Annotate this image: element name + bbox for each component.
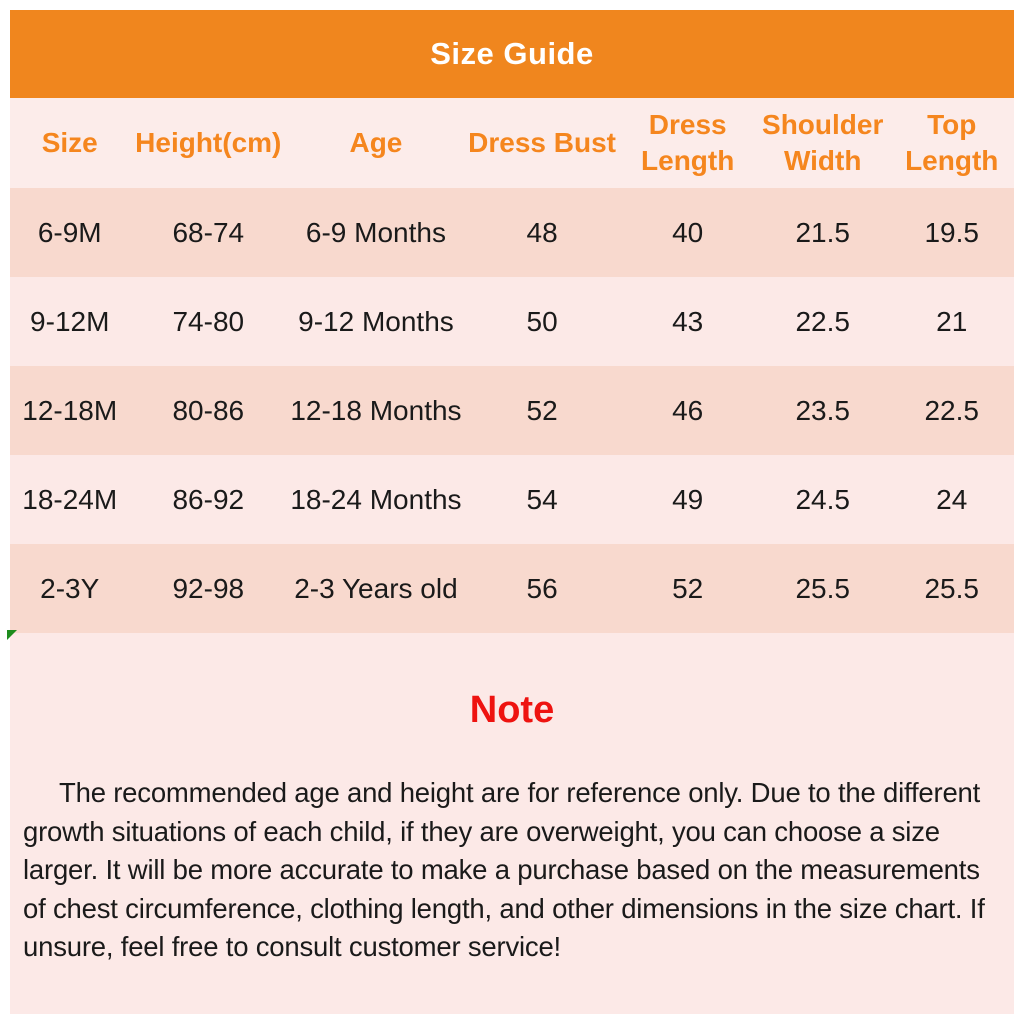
cell-dress-length: 46 — [672, 394, 704, 426]
cell-dress-length: 40 — [672, 216, 704, 248]
cell-height: 68-74 — [172, 216, 245, 248]
cell-size: 18-24M — [22, 483, 118, 515]
table-body — [10, 188, 1014, 633]
cell-top-length: 19.5 — [924, 216, 979, 248]
cell-size: 9-12M — [30, 305, 110, 337]
cell-height: 80-86 — [172, 394, 245, 426]
cell-size: 6-9M — [37, 216, 102, 248]
cell-dress-bust: 52 — [526, 394, 558, 426]
cell-age: 2-3 Years old — [294, 572, 458, 604]
cell-dress-bust: 56 — [526, 572, 558, 604]
column-header-dress-length: Dress Length — [641, 109, 735, 176]
cell-top-length: 24 — [936, 483, 968, 515]
size-table — [10, 98, 1014, 633]
cell-height: 74-80 — [172, 305, 245, 337]
table-header — [10, 98, 1014, 188]
title-bar — [10, 10, 1014, 98]
cell-top-length: 21 — [936, 305, 968, 337]
cell-size: 12-18M — [22, 394, 118, 426]
cell-height: 86-92 — [172, 483, 245, 515]
column-header-age: Age — [349, 127, 403, 158]
table-row — [10, 188, 1014, 277]
table-header-row — [10, 98, 1014, 188]
table-row — [10, 277, 1014, 366]
cell-dress-bust: 54 — [526, 483, 558, 515]
note-section — [10, 633, 1014, 1014]
column-header-height: Height(cm) — [135, 127, 282, 158]
cell-size: 2-3Y — [40, 572, 100, 604]
table-row — [10, 455, 1014, 544]
size-guide-card — [10, 10, 1014, 1014]
cell-age: 18-24 Months — [290, 483, 462, 515]
note-body-text: The recommended age and height are for reference only. Due to the different growth situations of each child, if they are overweight, you can choose a size larger. It will be more accurate to make a purchase based on the measurements of chest circumference, clothing length, and other dimensions in the size chart. If unsure, feel free to consult customer service! — [23, 777, 985, 962]
cell-age: 9-12 Months — [298, 305, 454, 337]
column-header-top-length: Top Length — [905, 109, 999, 176]
table-row — [10, 544, 1014, 633]
cell-shoulder-width: 22.5 — [795, 305, 850, 337]
cell-shoulder-width: 25.5 — [795, 572, 850, 604]
column-header-dress-bust: Dress Bust — [468, 127, 617, 158]
cell-dress-length: 43 — [672, 305, 704, 337]
cell-top-length: 22.5 — [924, 394, 979, 426]
cell-dress-bust: 48 — [526, 216, 558, 248]
cell-age: 12-18 Months — [290, 394, 462, 426]
cell-dress-bust: 50 — [526, 305, 558, 337]
cell-top-length: 25.5 — [924, 572, 979, 604]
cell-dress-length: 49 — [672, 483, 704, 515]
table-row — [10, 366, 1014, 455]
page-title: Size Guide — [430, 36, 594, 71]
cell-height: 92-98 — [172, 572, 245, 604]
cell-dress-length: 52 — [672, 572, 704, 604]
cell-age: 6-9 Months — [305, 216, 446, 248]
column-header-shoulder-width: Shoulder Width — [762, 109, 884, 176]
note-heading: Note — [469, 689, 555, 731]
column-header-size: Size — [41, 127, 98, 158]
cell-shoulder-width: 23.5 — [795, 394, 850, 426]
cell-shoulder-width: 21.5 — [795, 216, 850, 248]
cell-shoulder-width: 24.5 — [795, 483, 850, 515]
